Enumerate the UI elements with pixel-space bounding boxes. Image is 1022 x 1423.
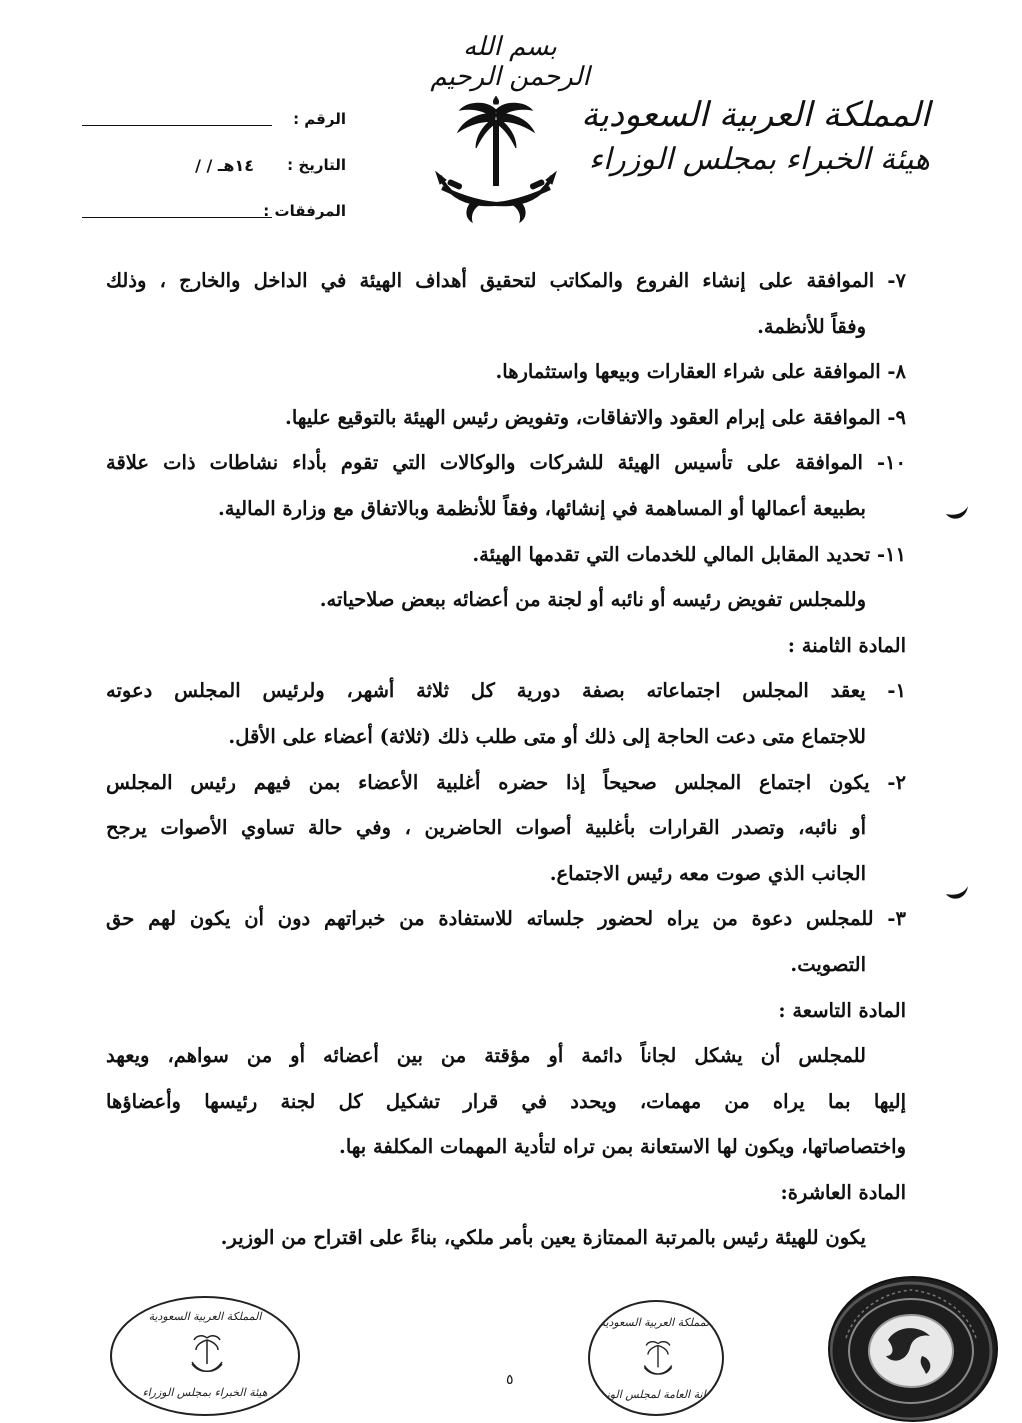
ref-number-label: الرقم : [293, 110, 346, 128]
royal-seal-icon [828, 1278, 996, 1422]
body-line: ٩- الموافقة على إبرام العقود والاتفاقات، وتفويض رئيس الهيئة بالتوقيع عليها. [285, 405, 906, 429]
body-line: بطبيعة أعمالها أو المساهمة في إنشائها، وفقاً للأنظمة وبالاتفاق مع وزارة المالية. [218, 496, 866, 520]
body-line: وفقاً للأنظمة. [757, 314, 866, 338]
body-line: للاجتماع متى دعت الحاجة إلى ذلك أو متى طلب ذلك (ثلاثة) أعضاء على الأقل. [228, 724, 866, 748]
stamp-text-bottom: هيئة الخبراء بمجلس الوزراء [142, 1386, 268, 1399]
attachments-row [66, 188, 346, 234]
body-line: واختصاصاتها، ويكون لها الاستعانة بمن تراه لتأدية المهمات المكلفة بها. [339, 1135, 906, 1159]
date-label: التاريخ : [287, 156, 346, 174]
page-number: ٥ [506, 1372, 514, 1388]
basmala: بسم الله الرحمن الرحيم [430, 32, 590, 92]
kingdom-name: المملكة العربية السعودية [581, 95, 930, 135]
body-line: ١١- تحديد المقابل المالي للخدمات التي تقدمها الهيئة. [472, 542, 906, 566]
article-heading: المادة العاشرة: [780, 1180, 906, 1204]
palm-swords-emblem-icon [190, 1334, 224, 1380]
margin-crescent-icon [942, 880, 970, 902]
body-line: ٣- للمجلس دعوة من يراه لحضور جلساته للاستفادة من خبراتهم دون أن يكون لهم حق [106, 907, 906, 931]
ref-number-field [82, 116, 272, 126]
body-line: ١٠- الموافقة على تأسيس الهيئة للشركات والوكالات التي تقوم بأداء نشاطات ذات علاقة [106, 451, 906, 475]
authority-name: هيئة الخبراء بمجلس الوزراء [588, 142, 930, 177]
royal-seal [828, 1276, 998, 1422]
body-line: للمجلس أن يشكل لجاناً دائمة أو مؤقتة من بين أعضائه أو من سواهم، ويعهد [106, 1044, 867, 1068]
palm-swords-emblem-icon [642, 1340, 674, 1382]
article-heading: المادة التاسعة : [778, 998, 906, 1022]
date-row [66, 142, 346, 188]
stamp-text-top: المملكة العربية السعودية [599, 1316, 713, 1329]
attachments-field [82, 208, 272, 218]
reference-block [66, 96, 346, 234]
body-line: ٧- الموافقة على إنشاء الفروع والمكاتب لتحقيق أهداف الهيئة في الداخل والخارج ، وذلك [106, 269, 906, 292]
date-value: / / ١٤هـ [195, 155, 254, 175]
palm-swords-emblem-icon [434, 96, 558, 234]
article-heading: المادة الثامنة : [787, 633, 906, 657]
margin-crescent-icon [942, 500, 970, 522]
body-line: الجانب الذي صوت معه رئيس الاجتماع. [549, 861, 866, 885]
ref-number-row [66, 96, 346, 142]
document-body [106, 258, 906, 1261]
stamp-text-top: المملكة العربية السعودية [148, 1310, 262, 1323]
body-line: يكون للهيئة رئيس بالمرتبة الممتازة يعين بأمر ملكي، بناءً على اقتراح من الوزير. [220, 1226, 866, 1250]
body-line: ٨- الموافقة على شراء العقارات وبيعها واستثمارها. [495, 360, 906, 384]
body-line: وللمجلس تفويض رئيسه أو نائبه أو لجنة من أعضائه ببعض صلاحياته. [319, 588, 866, 612]
stamp-text-bottom: الأمانة العامة لمجلس الوزراء [590, 1388, 722, 1401]
official-stamp [588, 1300, 724, 1416]
body-line: إليها بما يراه من مهمات، ويحدد في قرار تشكيل كل لجنة رئيسها وأعضاؤها [106, 1089, 906, 1113]
body-line: التصويت. [790, 952, 866, 976]
body-line: ٢- يكون اجتماع المجلس صحيحاً إذا حضره أغلبية الأعضاء بمن فيهم رئيس المجلس [106, 770, 906, 794]
attachments-label: المرفقات : [263, 202, 346, 220]
body-line: أو نائبه، وتصدر القرارات بأغلبية أصوات الحاضرين ، وفي حالة تساوي الأصوات يرجح [106, 816, 866, 840]
body-line: ١- يعقد المجلس اجتماعاته بصفة دورية كل ثلاثة أشهر، ولرئيس المجلس دعوته [106, 679, 906, 703]
official-stamp [110, 1296, 300, 1416]
letterhead-kingdom [581, 92, 930, 182]
